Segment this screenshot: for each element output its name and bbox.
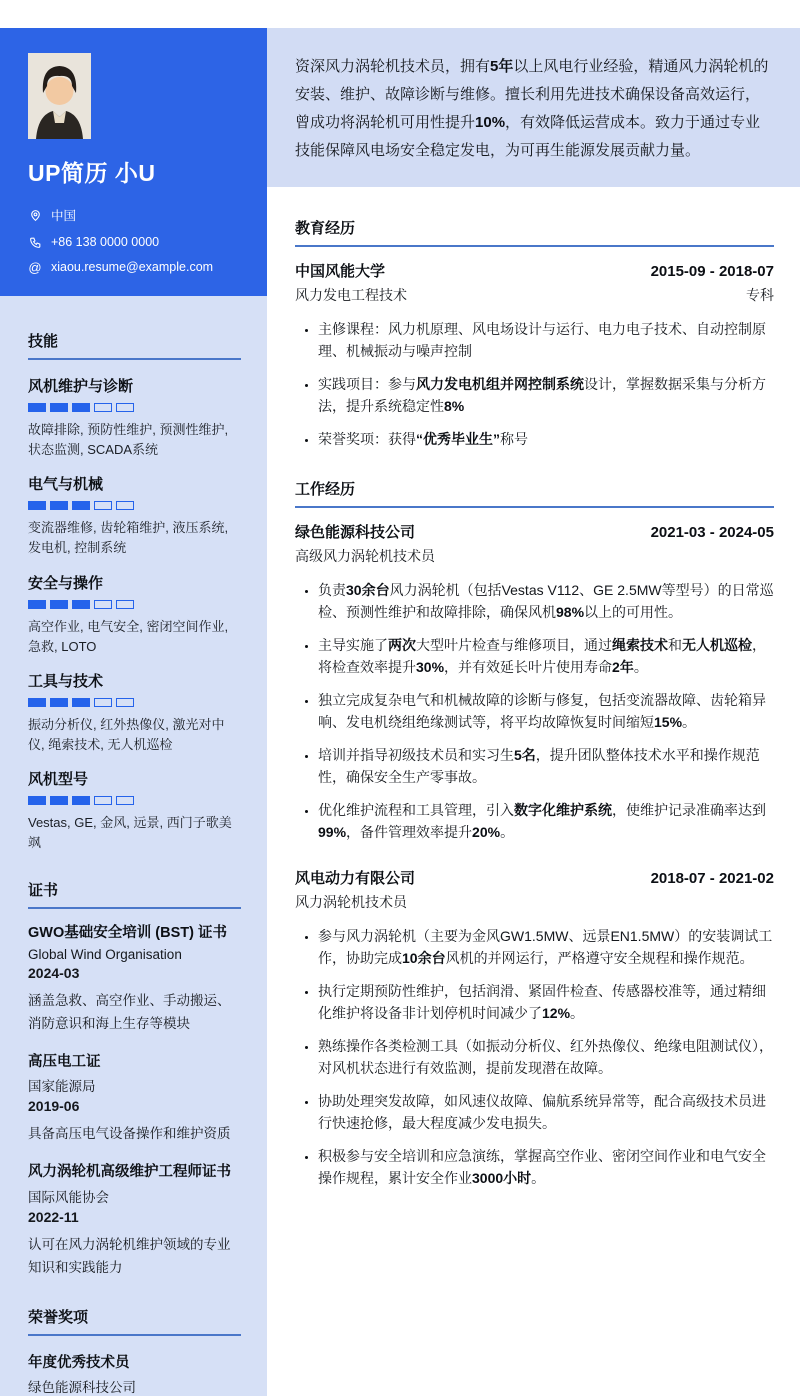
honor-item	[28, 1351, 241, 1396]
education-entry-header	[295, 260, 774, 281]
degree-level: 专科	[746, 287, 774, 303]
experience-entry-header	[295, 521, 774, 542]
honors-list	[28, 1351, 241, 1396]
skills-section-title: 技能	[28, 330, 241, 360]
certificate-issuer: 国际风能协会	[28, 1189, 109, 1205]
skill-level-segment	[94, 796, 112, 805]
left-column	[0, 28, 267, 1395]
certificate-description: 认可在风力涡轮机维护领域的专业知识和实践能力	[28, 1236, 231, 1275]
highlight-text: 10余台	[402, 950, 446, 966]
job-title: 高级风力涡轮机技术员	[295, 548, 435, 564]
text-run: ，有效降低运营成本。致力于通过专业技能保障风电场安全稳定发电，为可再生能源发展贡献力量。	[295, 114, 761, 159]
skill-detail: 故障排除, 预防性维护, 预测性维护, 状态监测, SCADA系统	[28, 422, 229, 458]
email-at-icon: @	[28, 259, 42, 275]
company-name: 风电动力有限公司	[295, 870, 416, 887]
skill-level-bar	[28, 600, 241, 609]
highlight-text: 12%	[542, 1005, 571, 1021]
avatar	[28, 53, 91, 139]
main-column	[267, 28, 800, 1186]
highlight-text: 99%	[318, 824, 347, 840]
certificate-name: 风力涡轮机高级维护工程师证书	[28, 1164, 231, 1181]
contact-list	[28, 206, 243, 274]
date-range: 2018-07 - 2021-02	[650, 870, 774, 887]
skill-level-segment	[72, 600, 90, 609]
skill-level-bar	[28, 698, 241, 707]
text-run: 实践项目：参与	[318, 376, 416, 392]
skill-name: 电气与机械	[28, 476, 104, 494]
skill-item	[28, 768, 241, 853]
bullet-item	[318, 799, 774, 843]
highlight-text: 绳索技术	[612, 637, 668, 653]
text-run: 熟练操作各类检测工具（如振动分析仪、红外热像仪、绝缘电阻测试仪），对风机状态进行有效监测，提前发现潜在故障。	[318, 1038, 773, 1076]
certificate-item	[28, 1163, 241, 1279]
bullet-item	[318, 579, 774, 623]
certificates-section-title: 证书	[28, 879, 241, 909]
date-range: 2015-09 - 2018-07	[650, 263, 774, 280]
skill-level-segment	[72, 698, 90, 707]
skill-level-segment	[28, 698, 46, 707]
skill-level-bar	[28, 501, 241, 510]
certificate-issuer: 国家能源局	[28, 1079, 96, 1095]
certificate-date: 2019-06	[28, 1098, 80, 1115]
skill-name: 风机维护与诊断	[28, 378, 134, 395]
major-name: 风力发电工程技术	[295, 287, 407, 303]
text-run: 以上风电行业经验，精通风力涡轮机的安装、维护、故障诊断与维修。擅长利用先进技术确保设备高效运行，曾成功将涡轮机可用性提升	[295, 58, 769, 131]
sidebar	[0, 296, 267, 1396]
text-run: 。	[500, 824, 515, 840]
bullet-item	[318, 925, 774, 969]
skill-name: 风机型号	[28, 771, 89, 789]
highlight-text: 30余台	[346, 582, 390, 598]
text-run: 协助处理突发故障，如风速仪故障、偏航系统异常等，配合高级技术员进行快速抢修，最大程度减少发电损失。	[318, 1093, 766, 1131]
job-title: 风力涡轮机技术员	[295, 894, 407, 910]
main-sections	[267, 187, 800, 1200]
profile-name: UP简历 小U	[28, 160, 156, 186]
location-pin-icon	[28, 208, 42, 222]
education-title: 教育经历	[295, 217, 774, 247]
date-range: 2021-03 - 2024-05	[650, 524, 774, 541]
highlight-text: 2年	[612, 659, 634, 675]
experience-title: 工作经历	[295, 478, 774, 508]
text-run: ，将检查效率提升	[318, 637, 766, 675]
certificate-description: 涵盖急救、高空作业、手动搬运、消防意识和海上生存等模块	[28, 992, 231, 1031]
text-run: 。	[682, 714, 697, 730]
text-run: 和	[668, 637, 682, 653]
bullet-item	[318, 428, 774, 450]
text-run: 优化维护流程和工具管理，引入	[318, 802, 514, 818]
skill-level-segment	[50, 796, 68, 805]
honors-section-title: 荣誉奖项	[28, 1306, 241, 1336]
skill-level-segment	[28, 796, 46, 805]
profile-panel	[0, 28, 267, 296]
text-run: 设计，掌握数据采集与分析方法，提升系统稳定性	[318, 376, 766, 414]
skill-name: 安全与操作	[28, 574, 104, 592]
text-run: 积极参与安全培训和应急演练，掌握高空作业、密闭空间作业和电气安全操作规程，累计安全作业	[318, 1148, 766, 1186]
skill-item	[28, 572, 241, 657]
bullet-item	[318, 689, 774, 733]
skill-level-segment	[94, 600, 112, 609]
skill-level-segment	[72, 403, 90, 412]
skill-detail: Vestas, GE, 金风, 远景, 西门子歌美飒	[28, 815, 232, 851]
highlight-text: 5年	[490, 58, 514, 75]
location-text: 中国	[51, 209, 77, 223]
highlight-text: 20%	[472, 824, 501, 840]
skill-level-segment	[116, 600, 134, 609]
skill-level-segment	[50, 403, 68, 412]
skill-item	[28, 375, 241, 460]
education-entry-subheader	[295, 285, 774, 305]
text-run: 。	[570, 1005, 585, 1021]
skill-level-bar	[28, 403, 241, 412]
skill-level-segment	[72, 796, 90, 805]
skill-detail: 变流器维修, 齿轮箱维护, 液压系统, 发电机, 控制系统	[28, 520, 229, 556]
highlight-text: 两次	[388, 637, 416, 653]
highlight-text: 15%	[654, 714, 683, 730]
certificates-list	[28, 924, 241, 1279]
bullet-list	[295, 925, 774, 1189]
bullet-item	[318, 373, 774, 417]
text-run: 负责	[318, 582, 346, 598]
skill-level-segment	[72, 501, 90, 510]
certificate-name: GWO基础安全培训 (BST) 证书	[28, 925, 227, 942]
bullet-item	[318, 1090, 774, 1134]
contact-email	[28, 260, 243, 274]
highlight-text: 30%	[416, 659, 445, 675]
skill-level-segment	[28, 600, 46, 609]
profile-photo	[28, 53, 91, 139]
text-run: 称号	[500, 431, 528, 447]
bullet-list	[295, 318, 774, 450]
skill-level-segment	[116, 501, 134, 510]
skill-level-segment	[116, 796, 134, 805]
contact-phone	[28, 235, 243, 249]
text-run: 风机的并网运行，严格遵守安全规程和操作规范。	[445, 950, 754, 966]
school-name: 中国风能大学	[295, 263, 386, 280]
text-run: 主修课程：风力机原理、风电场设计与运行、电力电子技术、自动控制原理、机械振动与噪声控制	[318, 321, 766, 359]
bullet-list	[295, 579, 774, 843]
contact-location	[28, 206, 243, 224]
certificate-date: 2022-11	[28, 1208, 79, 1225]
text-run: 风力涡轮机（包括Vestas V112、GE 2.5MW等型号）的日常巡检、预测性维护和故障排除，确保风机	[318, 582, 774, 620]
highlight-text: 8%	[444, 398, 465, 414]
bullet-item	[318, 318, 774, 362]
skill-level-bar	[28, 796, 241, 805]
text-run: 参与风力涡轮机（主要为金风GW1.5MW、远景EN1.5MW）的安装调试工作，协助完成	[318, 928, 773, 966]
highlight-text: 风力发电机组并网控制系统	[416, 376, 584, 392]
text-run: 执行定期预防性维护，包括润滑、紧固件检查、传感器校准等，通过精细化维护将设备非计划停机时间减少了	[318, 983, 766, 1021]
experience-entry-subheader	[295, 546, 774, 566]
bullet-item	[318, 634, 774, 678]
skills-list	[28, 375, 241, 853]
experience-entry	[295, 521, 774, 843]
text-run: 荣誉奖项：获得	[318, 431, 416, 447]
text-run: 以上的可用性。	[584, 604, 683, 620]
certificate-name: 高压电工证	[28, 1053, 101, 1070]
text-run: ，备件管理效率提升	[346, 824, 473, 840]
text-run: 。	[531, 1170, 546, 1186]
skill-level-segment	[116, 698, 134, 707]
education-entries	[295, 260, 774, 450]
skill-level-segment	[94, 501, 112, 510]
certificate-item	[28, 1053, 241, 1147]
company-name: 绿色能源科技公司	[295, 524, 416, 541]
experience-entries	[295, 521, 774, 1189]
email-text: xiaou.resume@example.com	[51, 260, 214, 274]
honor-name: 年度优秀技术员	[28, 1354, 130, 1371]
highlight-text: 数字化维护系统	[514, 802, 612, 818]
highlight-text: 无人机巡检	[682, 637, 752, 653]
education-section	[295, 217, 774, 450]
skill-item	[28, 473, 241, 558]
certificate-description: 具备高压电气设备操作和维护资质	[28, 1126, 231, 1142]
bullet-item	[318, 1035, 774, 1079]
skill-level-segment	[50, 698, 68, 707]
highlight-text: “优秀毕业生”	[416, 431, 500, 447]
education-entry	[295, 260, 774, 450]
summary-block	[267, 28, 800, 187]
skill-level-segment	[94, 698, 112, 707]
skill-level-segment	[28, 501, 46, 510]
skill-level-segment	[116, 403, 134, 412]
bullet-item	[318, 744, 774, 788]
certificate-issuer: Global Wind Organisation	[28, 946, 182, 962]
skill-level-segment	[50, 600, 68, 609]
phone-text: +86 138 0000 0000	[51, 235, 160, 249]
skill-level-segment	[50, 501, 68, 510]
highlight-text: 10%	[475, 114, 506, 131]
skill-item	[28, 670, 241, 755]
experience-entry-subheader	[295, 892, 774, 912]
text-run: 主导实施了	[318, 637, 388, 653]
highlight-text: 5名	[514, 747, 536, 763]
text-run: ，并有效延长叶片使用寿命	[444, 659, 613, 675]
text-run: 培训并指导初级技术员和实习生	[318, 747, 514, 763]
skill-level-segment	[28, 403, 46, 412]
certificate-date: 2024-03	[28, 964, 80, 981]
bullet-item	[318, 1145, 774, 1189]
text-run: 资深风力涡轮机技术员，拥有	[295, 58, 491, 75]
summary-text	[295, 58, 768, 159]
text-run: 大型叶片检查与维修项目，通过	[416, 637, 612, 653]
experience-section	[295, 478, 774, 1189]
certificate-item	[28, 924, 241, 1035]
honor-issuer: 绿色能源科技公司	[28, 1379, 136, 1395]
skill-detail: 高空作业, 电气安全, 密闭空间作业, 急救, LOTO	[28, 618, 229, 654]
experience-entry-header	[295, 867, 774, 888]
skill-name: 工具与技术	[28, 672, 104, 690]
text-run: 独立完成复杂电气和机械故障的诊断与修复，包括变流器故障、齿轮箱异响、发电机绕组绝缘测试等，将平均故障恢复时间缩短	[318, 692, 766, 730]
skill-detail: 振动分析仪, 红外热像仪, 激光对中仪, 绳索技术, 无人机巡检	[28, 716, 225, 752]
bullet-item	[318, 980, 774, 1024]
highlight-text: 98%	[556, 604, 585, 620]
text-run: ，使维护记录准确率达到	[612, 802, 766, 818]
text-run: ，提升团队整体技术水平和操作规范性，确保安全生产零事故。	[318, 747, 760, 785]
skill-level-segment	[94, 403, 112, 412]
highlight-text: 3000小时	[472, 1170, 532, 1186]
phone-icon	[28, 235, 42, 249]
text-run: 。	[633, 659, 648, 675]
experience-entry	[295, 867, 774, 1189]
